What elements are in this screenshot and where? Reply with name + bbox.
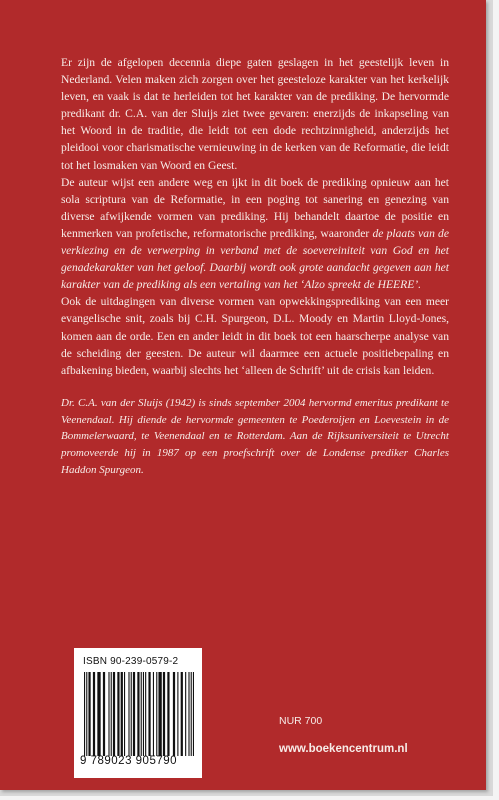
barcode-bar: [191, 672, 192, 756]
barcode-bar: [84, 672, 85, 756]
barcode-bar: [181, 672, 183, 756]
barcode-bar: [145, 672, 146, 756]
barcode-bar: [173, 672, 175, 756]
barcode-bar: [156, 672, 157, 756]
barcode-bar: [93, 672, 95, 756]
barcode-bar: [133, 672, 135, 756]
barcode-bars: [84, 672, 194, 756]
barcode-label: [74, 648, 202, 778]
barcode-bar: [97, 672, 100, 756]
nur-code: NUR 700: [279, 715, 323, 727]
barcode-bar: [141, 672, 142, 756]
blurb-paragraph-2: [61, 174, 449, 294]
barcode-bar: [131, 672, 132, 756]
barcode-bar: [153, 672, 154, 756]
publisher-website: www.boekencentrum.nl: [279, 743, 408, 755]
blurb-paragraph-3: Ook de uitdagingen van diverse vormen van opwekkingsprediking van een meer evangelische snit, zoals bij C.H. Spurgeon, D.L. Moody en Martin Lloyd-Jones, komen aan de orde. Een en ander leidt in dit boek tot een haarscherpe analyse van de scheiding der geesten. De auteur wil daarmee een actuele positiebepaling en afbakening bieden, waarbij slechts het ‘alleen de Schrift’ uit de crisis kan leiden.: [61, 295, 449, 377]
barcode-bar: [121, 672, 123, 756]
barcode-bar: [158, 672, 161, 756]
barcode-bar: [177, 672, 178, 756]
ean-digits: 9 789023 905790: [80, 755, 178, 767]
barcode-bar: [88, 672, 90, 756]
barcode-bar: [117, 672, 119, 756]
barcode-bar: [193, 672, 194, 756]
barcode-bar: [167, 672, 169, 756]
blurb-paragraph-2-text: De auteur wijst een andere weg en ijkt in dit boek de prediking opnieuw aan het sola scriptura van de Reformatie, in een poging tot sanering en genezing van diverse afwijkende vormen van prediking. Hij behandelt daartoe de positie en kenmerken van profetische, reformatorische prediking, waaronder: [61, 175, 449, 240]
blurb-paragraph-2-italic: de plaats van de verkiezing en de verwerping in verband met de soevereiniteit van God en het genadekarakter van het geloof. Daarbij wordt ook grote aandacht gegeven aan het karakter van de prediking als een vertaling van het ‘Alzo spreekt de HEERE’.: [61, 226, 449, 292]
barcode-bar: [185, 672, 186, 756]
isbn-number: ISBN 90-239-0579-2: [83, 656, 179, 667]
barcode-bar: [143, 672, 144, 756]
barcode-bar: [86, 672, 87, 756]
barcode-bar: [111, 672, 112, 756]
barcode-bar: [124, 672, 125, 756]
barcode-bar: [103, 672, 105, 756]
barcode-bar: [148, 672, 150, 756]
barcode-bar: [113, 672, 115, 756]
barcode-bar: [137, 672, 139, 756]
barcode-bar: [108, 672, 109, 756]
barcode-bar: [188, 672, 189, 756]
barcode-bar: [163, 672, 165, 756]
blurb-text: [61, 54, 449, 479]
author-bio: Dr. C.A. van der Sluijs (1942) is sinds september 2004 hervormd emeritus predikant te Veenendaal. Hij diende de hervormde gemeenten te Poederoijen en Loevestein in de Bommelerwaard, te Veenendaal en te Rotterdam. Aan de Rijksuniversiteit te Utrecht promoveerde hij in 1987 op een proefschrift over de Londense prediker Charles Haddon Spurgeon.: [61, 396, 449, 476]
barcode-bar: [128, 672, 129, 756]
blurb-paragraph-1: Er zijn de afgelopen decennia diepe gaten geslagen in het geestelijk leven in Nederland. Velen maken zich zorgen over het geesteloze karakter van het kerkelijk leven, en vaak is dat te herleiden tot het karakter van de prediking. De hervormde predikant dr. C.A. van der Sluijs ziet twee gevaren: enerzijds de inkapseling van het Woord in de traditie, die leidt tot een dode rechtzinnigheid, anderzijds het pleidooi voor charismatische vernieuwing in de kerken van de Reformatie, die leidt tot het losmaken van Woord en Geest.: [61, 56, 449, 172]
